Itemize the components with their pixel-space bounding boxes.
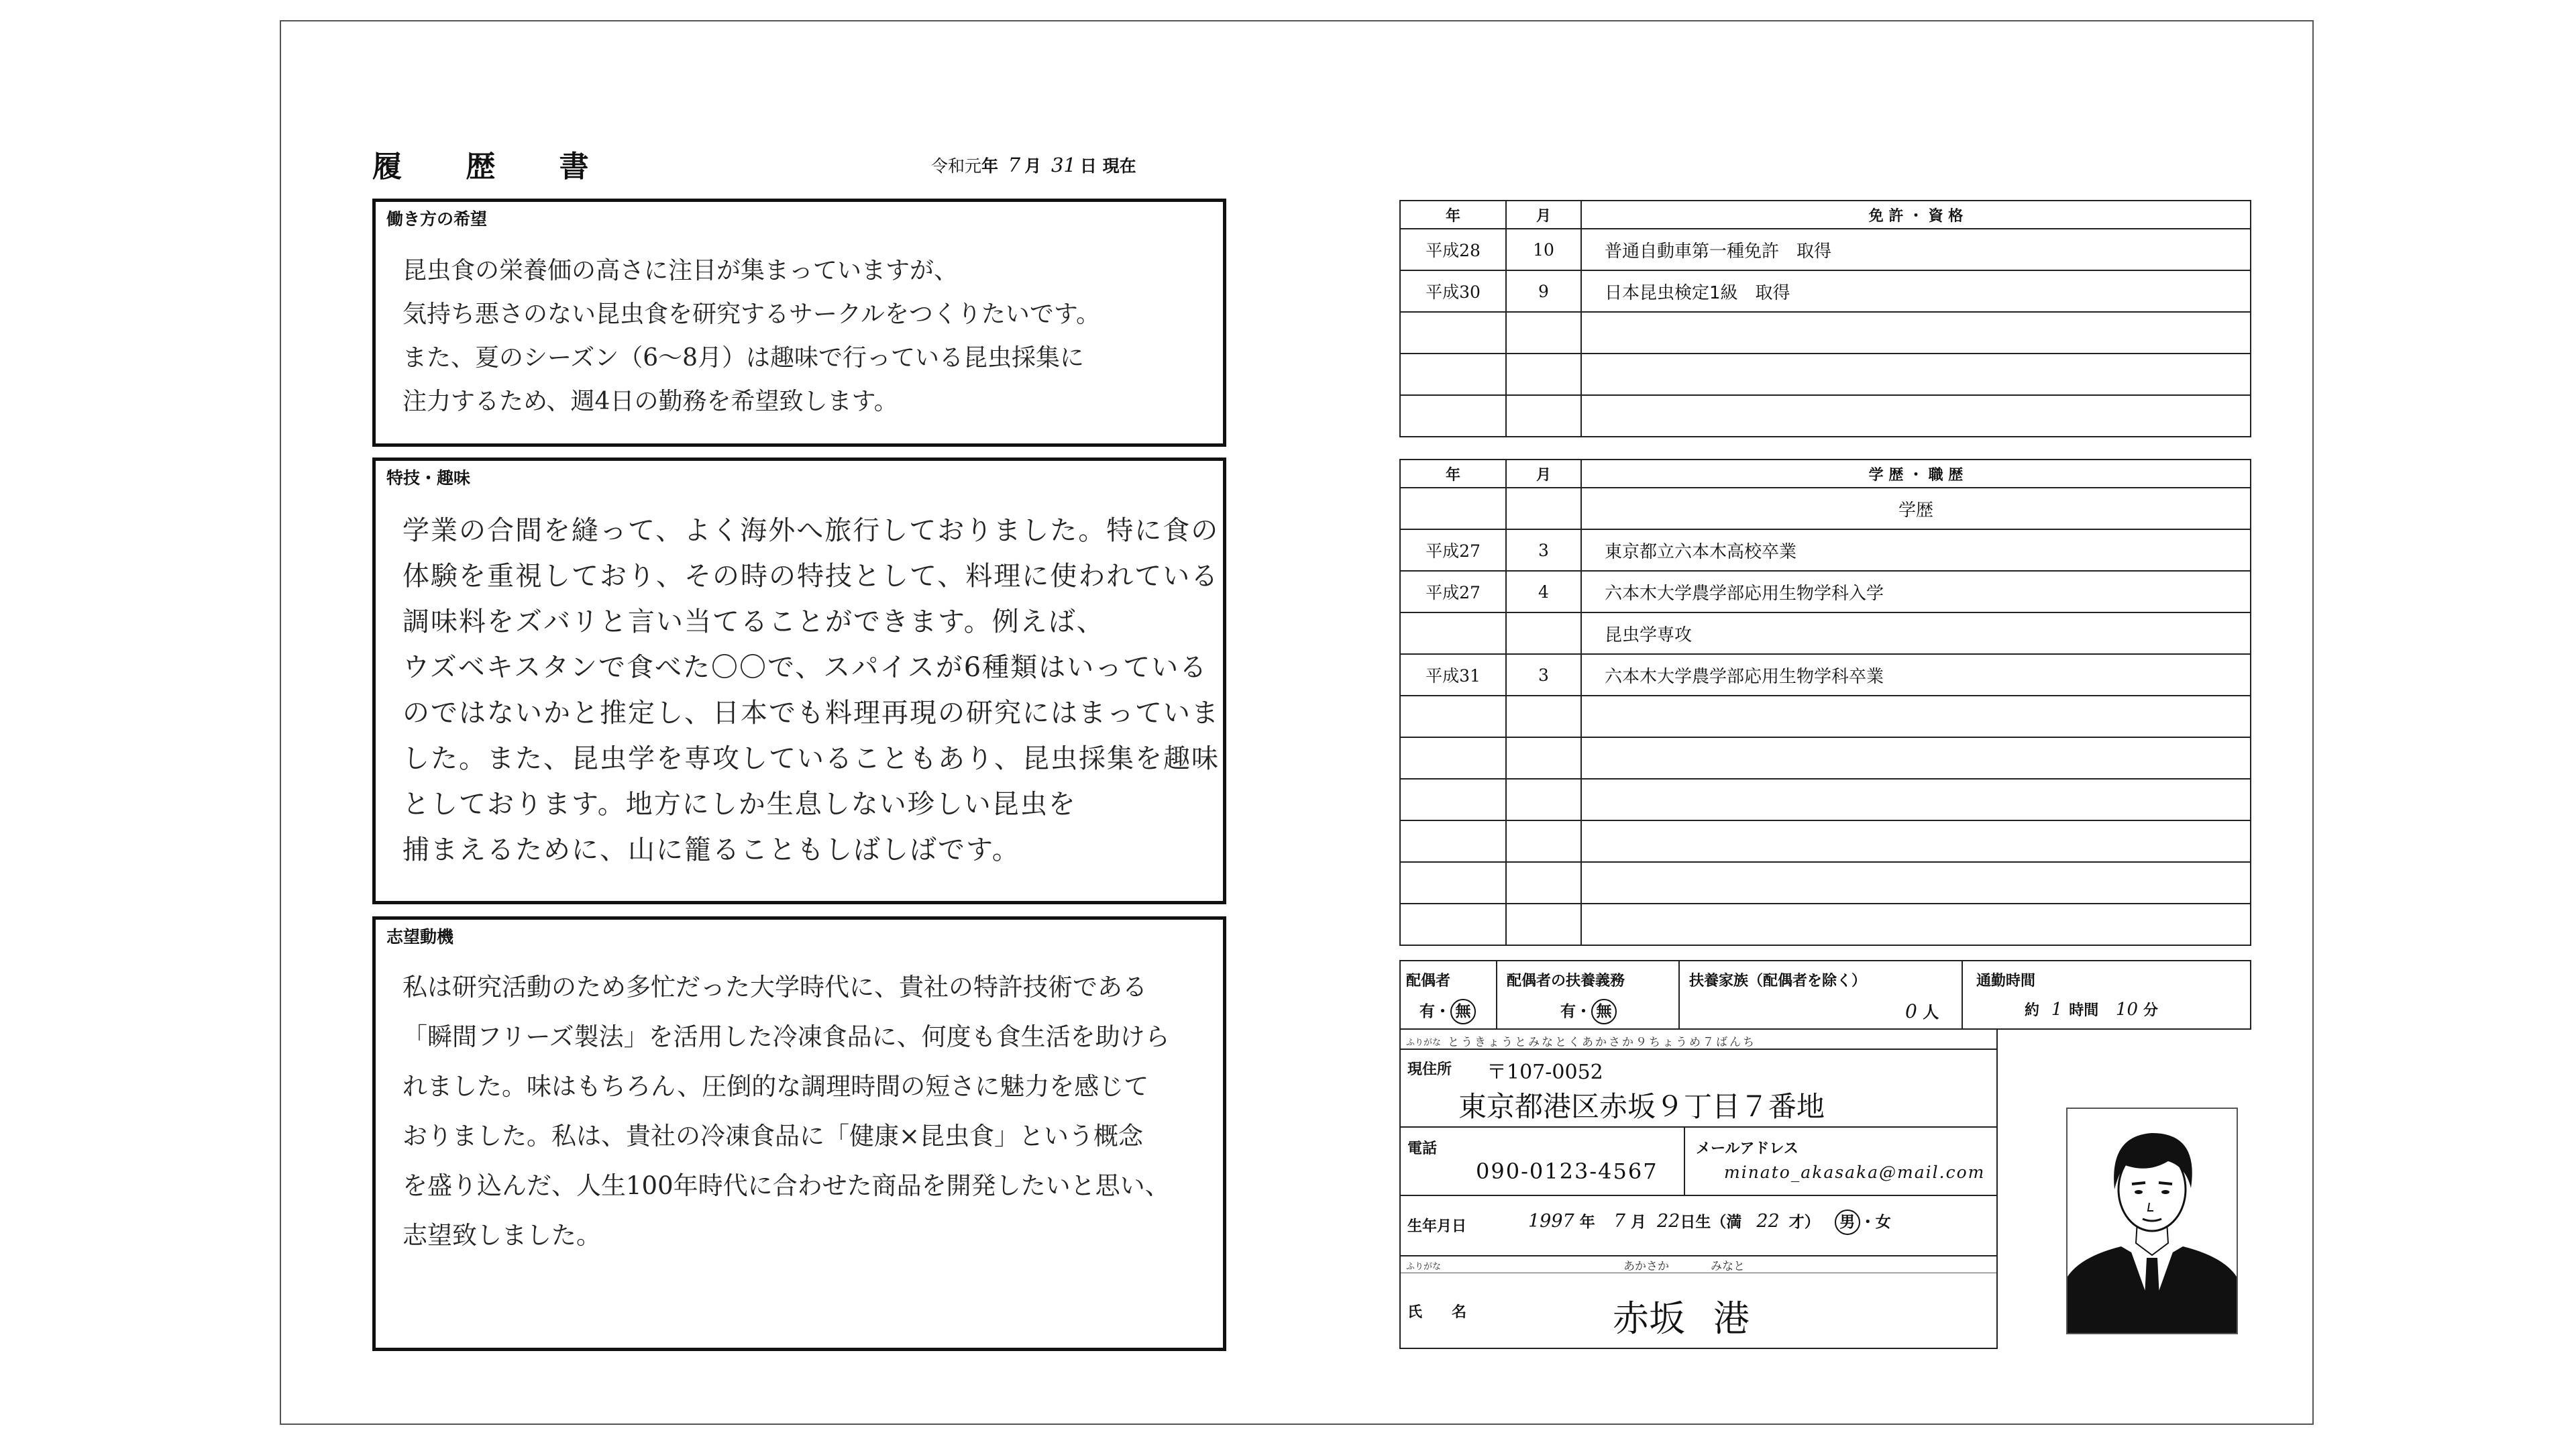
table-header-row <box>1400 201 2251 229</box>
circled-mark: 無 <box>1591 999 1617 1024</box>
table-row <box>1400 862 2251 904</box>
text-line: 私は研究活動のため多忙だった大学時代に、貴社の特許技術である <box>402 973 1147 1002</box>
table-row <box>1400 612 2251 654</box>
address-label: 現住所 <box>1407 1061 1452 1078</box>
table-row <box>1400 571 2251 612</box>
text-line: 昆虫食の栄養価の高さに注目が集まっていますが、 <box>402 257 959 284</box>
row-month: 3 <box>1506 529 1581 571</box>
row-month: 10 <box>1506 229 1581 270</box>
row-year <box>1400 395 1506 437</box>
birth-label: 生年月日 <box>1407 1218 1467 1235</box>
row-text: 普通自動車第一種免許 取得 <box>1581 229 2251 270</box>
row-text <box>1581 779 2251 820</box>
row-month <box>1506 904 1581 945</box>
text-line: 気持ち悪さのない昆虫食を研究するサークルをつくりたいです。 <box>402 301 1101 328</box>
row-month <box>1506 862 1581 904</box>
dependents-value: 0 人 <box>1905 1000 1939 1022</box>
table-row <box>1400 354 2251 395</box>
row-text <box>1581 312 2251 354</box>
name-label: 氏 名 <box>1407 1304 1467 1321</box>
row-text <box>1581 696 2251 737</box>
phone-label: 電話 <box>1407 1140 1438 1157</box>
row-text <box>1581 354 2251 395</box>
text-line: 体験を重視しており、その時の特技として、料理に使われている <box>402 561 1220 592</box>
spouse-label: 配偶者 <box>1406 973 1451 989</box>
row-month <box>1506 354 1581 395</box>
work-preference-box <box>372 199 1226 447</box>
header-year: 年 <box>1400 460 1506 488</box>
row-year: 平成28 <box>1400 229 1506 270</box>
text-line: 学業の合間を縫って、よく海外へ旅行しておりました。特に食の <box>402 515 1220 546</box>
row-month: 3 <box>1506 654 1581 696</box>
row-text: 六本木大学農学部応用生物学科卒業 <box>1581 654 2251 696</box>
phone-value: 090-0123-4567 <box>1476 1159 1658 1184</box>
table-row <box>1400 696 2251 737</box>
table-row <box>1400 229 2251 270</box>
row-year <box>1400 612 1506 654</box>
row-year: 平成31 <box>1400 654 1506 696</box>
name-furigana-label: ふりがな <box>1406 1262 1442 1272</box>
address-furigana: とうきょうとみなとくあかさか９ちょうめ７ばんち <box>1448 1036 1756 1049</box>
motivation-box <box>372 916 1226 1351</box>
row-month <box>1506 779 1581 820</box>
table-header-row <box>1400 460 2251 488</box>
row-month <box>1506 737 1581 779</box>
row-year <box>1400 312 1506 354</box>
name-family: 赤坂 <box>1613 1297 1685 1340</box>
spouse-support-value: 有・ 無 <box>1560 999 1617 1024</box>
row-year: 平成27 <box>1400 571 1506 612</box>
text-line: 調味料をズバリと言い当てることができます。例えば、 <box>402 606 1105 637</box>
spouse-box <box>1399 960 1497 1030</box>
row-text: 東京都立六本木高校卒業 <box>1581 529 2251 571</box>
table-row <box>1400 529 2251 571</box>
text-line: れました。味はもちろん、圧倒的な調理時間の短さに魅力を感じて <box>402 1072 1149 1101</box>
commute-box <box>1962 960 2251 1030</box>
header-license: 免 許 ・ 資 格 <box>1581 201 2251 229</box>
text-line: 「瞬間フリーズ製法」を活用した冷凍食品に、何度も食生活を助けら <box>402 1022 1170 1051</box>
email-value: minato_akasaka@mail.com <box>1724 1163 1986 1182</box>
table-row <box>1400 779 2251 820</box>
text-line: おりました。私は、貴社の冷凍食品に「健康×昆虫食」という概念 <box>402 1122 1144 1150</box>
row-year <box>1400 779 1506 820</box>
row-year: 平成30 <box>1400 270 1506 312</box>
table-row <box>1400 654 2251 696</box>
row-text <box>1581 862 2251 904</box>
row-text <box>1581 904 2251 945</box>
education-table <box>1399 459 2251 946</box>
address-value: 東京都港区赤坂９丁目７番地 <box>1458 1090 1825 1123</box>
document-date: 令和元年 7 月 31 日 現在 <box>931 154 1136 176</box>
row-year <box>1400 904 1506 945</box>
row-text <box>1581 737 2251 779</box>
email-label: メールアドレス <box>1696 1140 1799 1157</box>
row-text: 昆虫学専攻 <box>1581 612 2251 654</box>
header-month: 月 <box>1506 460 1581 488</box>
skills-hobbies-label: 特技・趣味 <box>386 468 471 488</box>
address-furigana-label: ふりがな <box>1406 1038 1442 1048</box>
row-year <box>1400 696 1506 737</box>
circled-mark: 男 <box>1835 1210 1860 1235</box>
document-title: 履 歴 書 <box>372 150 616 184</box>
row-year <box>1400 820 1506 862</box>
spouse-support-box <box>1496 960 1680 1030</box>
motivation-label: 志望動機 <box>386 927 454 947</box>
commute-value: 約 1 時間 10 分 <box>2025 1000 2159 1020</box>
row-year: 平成27 <box>1400 529 1506 571</box>
name-furigana-family: あかさか <box>1623 1260 1669 1273</box>
text-line: 捕まえるために、山に籠ることもしばしばです。 <box>402 835 1020 865</box>
row-month <box>1506 820 1581 862</box>
licenses-table <box>1399 200 2251 437</box>
text-line: を盛り込んだ、人生100年時代に合わせた商品を開発したいと思い、 <box>402 1171 1170 1200</box>
text-line: としております。地方にしか生息しない珍しい昆虫を <box>402 789 1077 820</box>
text-line: また、夏のシーズン（6〜8月）は趣味で行っている昆虫採集に <box>402 344 1085 372</box>
motivation-text <box>402 963 1170 1260</box>
row-text: 学歴 <box>1581 488 2251 529</box>
skills-hobbies-box <box>372 458 1226 904</box>
row-year <box>1400 354 1506 395</box>
row-year <box>1400 488 1506 529</box>
photo-frame <box>2066 1108 2238 1334</box>
table-row <box>1400 737 2251 779</box>
postal-code: 〒107-0052 <box>1487 1061 1603 1084</box>
header-month: 月 <box>1506 201 1581 229</box>
dependents-box <box>1678 960 1963 1030</box>
row-month <box>1506 488 1581 529</box>
text-line: ウズベキスタンで食べた〇〇で、スパイスが6種類はいっている <box>402 652 1208 683</box>
row-text <box>1581 820 2251 862</box>
text-line: した。また、昆虫学を専攻していることもあり、昆虫採集を趣味 <box>402 743 1220 774</box>
table-row <box>1400 488 2251 529</box>
personal-info-box <box>1399 1028 1998 1349</box>
row-text: 六本木大学農学部応用生物学科入学 <box>1581 571 2251 612</box>
name-furigana-given: みなと <box>1711 1260 1745 1273</box>
row-month <box>1506 312 1581 354</box>
row-year <box>1400 862 1506 904</box>
row-text: 日本昆虫検定1級 取得 <box>1581 270 2251 312</box>
row-text <box>1581 395 2251 437</box>
row-month: 9 <box>1506 270 1581 312</box>
birth-value: 1997 年 7 月 22日生（満 22 才） 男 ・女 <box>1528 1210 1891 1235</box>
commute-label: 通勤時間 <box>1976 973 2036 989</box>
skills-hobbies-text <box>402 508 1220 873</box>
table-row <box>1400 395 2251 437</box>
table-row <box>1400 904 2251 945</box>
text-line: 注力するため、週4日の勤務を希望致します。 <box>402 388 898 415</box>
row-year <box>1400 737 1506 779</box>
row-month <box>1506 612 1581 654</box>
work-preference-label: 働き方の希望 <box>386 209 488 229</box>
spouse-value: 有・ 無 <box>1419 999 1476 1024</box>
row-month: 4 <box>1506 571 1581 612</box>
row-month <box>1506 395 1581 437</box>
person-photo <box>2068 1109 2237 1333</box>
work-preference-text <box>402 249 1100 423</box>
name-given: 港 <box>1713 1297 1750 1340</box>
table-row <box>1400 270 2251 312</box>
table-row <box>1400 820 2251 862</box>
dependents-label: 扶養家族（配偶者を除く） <box>1689 973 1867 989</box>
text-line: 志望致しました。 <box>402 1221 601 1250</box>
row-month <box>1506 696 1581 737</box>
table-row <box>1400 312 2251 354</box>
text-line: のではないかと推定し、日本でも料理再現の研究にはまっていま <box>402 698 1220 729</box>
spouse-support-label: 配偶者の扶養義務 <box>1507 973 1625 989</box>
header-education: 学 歴 ・ 職 歴 <box>1581 460 2251 488</box>
header-year: 年 <box>1400 201 1506 229</box>
circled-mark: 無 <box>1450 999 1476 1024</box>
